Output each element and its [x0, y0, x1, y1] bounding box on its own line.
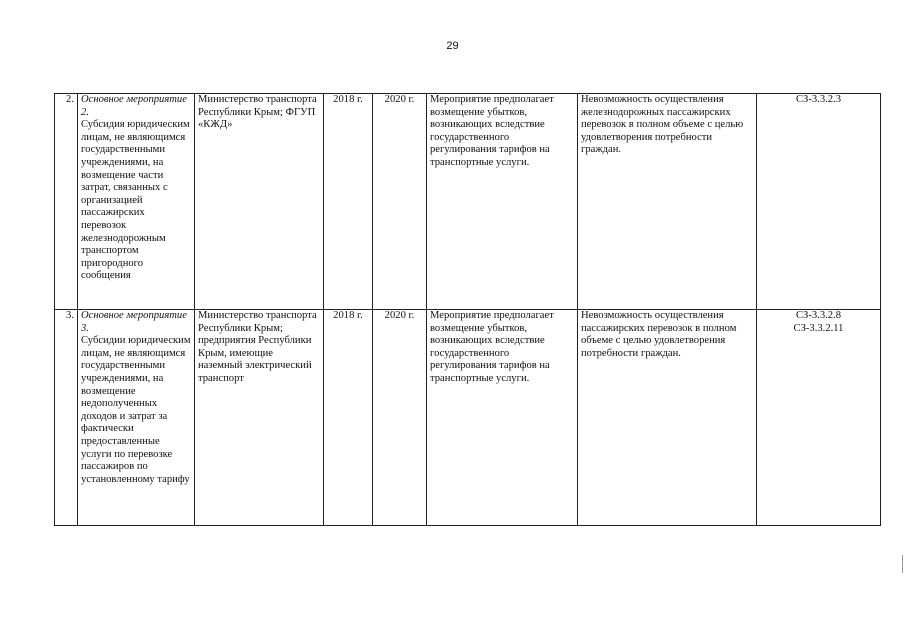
scan-edge-mark — [902, 555, 903, 573]
end-year-cell: 2020 г. — [373, 310, 427, 526]
table-row — [55, 94, 881, 310]
executor-cell: Министерство транспорта Республики Крым; предприятия Республики Крым, имеющие наземный электрический транспорт — [195, 310, 324, 526]
start-year-cell: 2018 г. — [324, 310, 373, 526]
measure-text: Субсидия юридическим лицам, не являющимся государственными учреждениями, на возмещение части затрат, связанных с организацией пассажирских перевозок железнодорожным транспортом пригородного сообщения — [81, 119, 190, 282]
table-row — [55, 310, 881, 526]
code-item: СЗ-3.3.2.8 — [795, 310, 842, 321]
row-number: 3. — [55, 310, 78, 526]
result-cell: Мероприятие предполагает возмещение убытков, возникающих вследствие государственного регулирования тарифов на транспортные услуги. — [427, 94, 578, 310]
executor-cell: Министерство транспорта Республики Крым; ФГУП «КЖД» — [195, 94, 324, 310]
row-number: 2. — [55, 94, 78, 310]
code-item: СЗ-3.3.2.3 — [795, 94, 842, 105]
measure-cell — [78, 310, 195, 526]
measure-text: Субсидии юридическим лицам, не являющимся государственными учреждениями, на возмещение недополученных доходов и затрат за фактически предоставленные услуги по перевозке пассажиров по установленному тарифу — [81, 335, 191, 485]
codes-cell — [757, 94, 881, 310]
measure-lead: Основное мероприятие 3. — [81, 310, 187, 334]
consequence-cell: Невозможность осуществления пассажирских перевозок в полном объеме с целью удовлетворения потребности граждан. — [578, 310, 757, 526]
start-year-cell: 2018 г. — [324, 94, 373, 310]
codes-cell — [757, 310, 881, 526]
measure-lead: Основное мероприятие 2. — [81, 94, 187, 118]
end-year-cell: 2020 г. — [373, 94, 427, 310]
measure-cell — [78, 94, 195, 310]
consequence-cell: Невозможность осуществления железнодорожных пассажирских перевозок в полном объеме с целью удовлетворения потребности граждан. — [578, 94, 757, 310]
result-cell: Мероприятие предполагает возмещение убытков, возникающих вследствие государственного регулирования тарифов на транспортные услуги. — [427, 310, 578, 526]
page-number: 29 — [446, 40, 459, 52]
code-item: СЗ-3.3.2.11 — [793, 322, 844, 334]
measures-table — [54, 93, 881, 526]
